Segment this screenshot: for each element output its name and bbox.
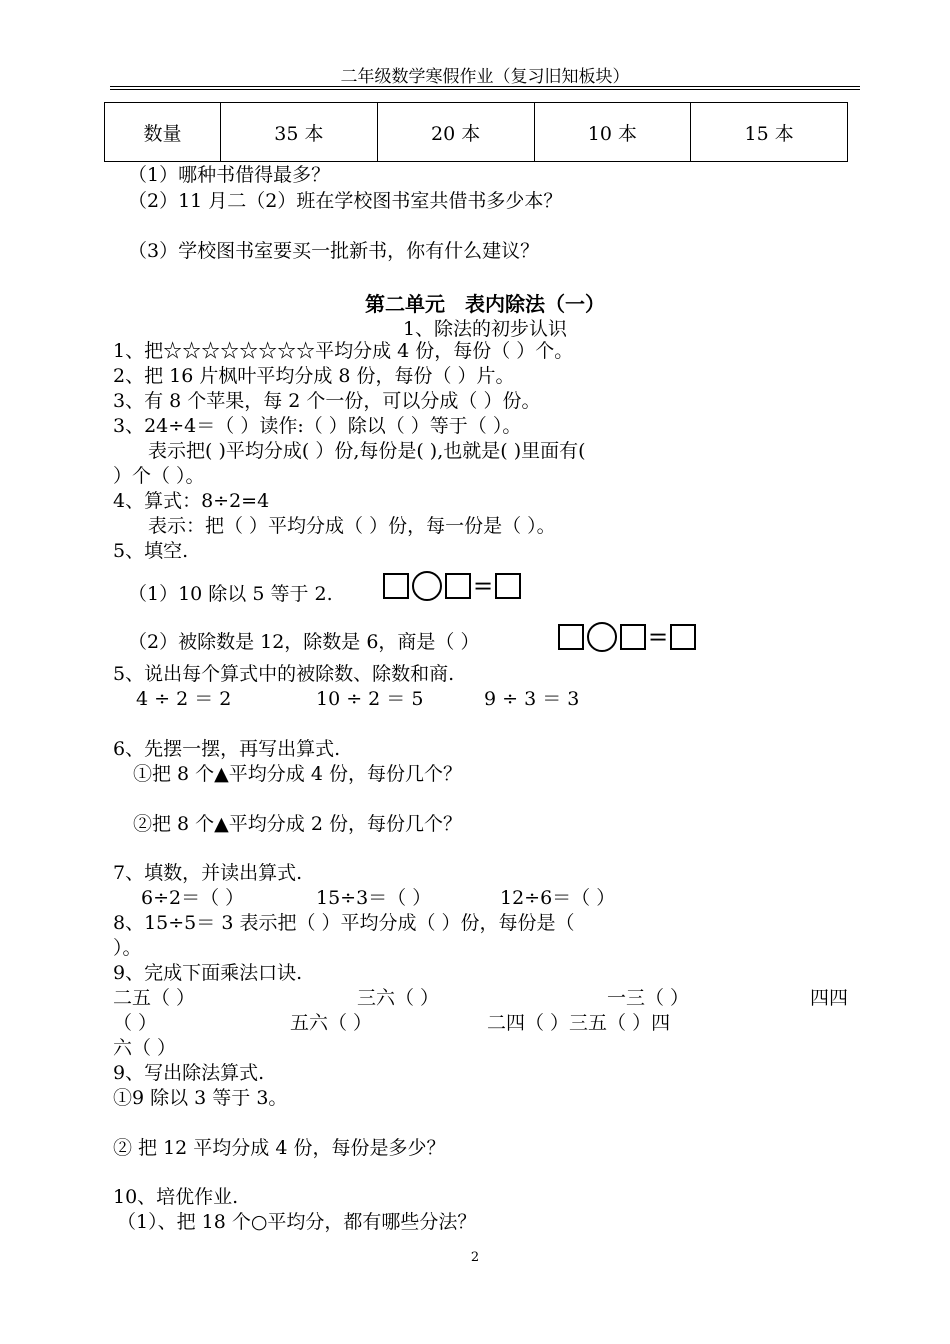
exercise-line: 表示把( )平均分成( ）份,每份是( ),也就是( )里面有( [148,440,586,462]
exercise-line: 2、把 16 片枫叶平均分成 8 份，每份（ ）片。 [113,365,515,387]
exercise-line: 5、填空. [113,540,189,562]
table-cell: 15 本 [691,103,848,162]
question-3: （3）学校图书室要买一批新书，你有什么建议？ [128,240,540,262]
table-cell: 数量 [105,103,221,162]
blank-circle [587,622,617,652]
multiplication-rhyme: 六（ ） [113,1037,177,1059]
equals-sign: = [648,623,669,651]
multiplication-rhyme: 三六（ ） [357,987,440,1009]
multiplication-rhyme: 四四 [810,987,849,1009]
exercise-line: 1、把☆☆☆☆☆☆☆☆平均分成 4 份，每份（ ）个。 [113,340,574,362]
multiplication-rhyme: （ ） [113,1012,158,1034]
blank-square [445,573,471,599]
exercise-line: ② 把 12 平均分成 4 份，每份是多少？ [113,1137,446,1159]
blank-square [620,624,646,650]
exercise-line: 3、有 8 个苹果，每 2 个一份，可以分成（ ）份。 [113,390,541,412]
expression: 12÷6＝（ ） [500,887,616,909]
exercise-line: （1）、把 18 个○平均分，都有哪些分法？ [117,1211,477,1233]
section-title: 1、除法的初步认识 [402,318,568,340]
exercise-line: ）个（ ）。 [113,465,205,487]
exercise-line: ①9 除以 3 等于 3。 [113,1087,288,1109]
exercise-line: （1）10 除以 5 等于 2. [128,583,333,605]
exercise-line: （2）被除数是 12，除数是 6，商是（ ） [128,631,480,653]
exercise-line: 6、先摆一摆，再写出算式. [113,738,341,760]
exercise-line: 7、填数，并读出算式. [113,862,303,884]
multiplication-rhyme: 一三（ ） [607,987,690,1009]
multiplication-rhyme: 二四（ ）三五（ ）四 [487,1012,671,1034]
exercise-line: 9、写出除法算式. [113,1062,265,1084]
table-cell: 20 本 [377,103,534,162]
equals-sign: = [473,572,494,600]
expression: 15÷3＝（ ） [316,887,432,909]
header-divider [110,86,860,90]
question-1: （1）哪种书借得最多？ [128,164,331,186]
expression: 10 ÷ 2 ＝ 5 [316,688,424,710]
expression: 6÷2＝（ ） [141,887,245,909]
blank-square [558,624,584,650]
table-cell: 35 本 [221,103,378,162]
exercise-line: 3、24÷4＝（ ）读作:（ ）除以（ ）等于（ ）。 [113,415,522,437]
exercise-line: ①把 8 个▲平均分成 4 份，每份几个？ [133,763,462,785]
expression: 4 ÷ 2 ＝ 2 [136,688,232,710]
blank-square [383,573,409,599]
table-cell: 10 本 [534,103,691,162]
exercise-line: ②把 8 个▲平均分成 2 份，每份几个？ [133,813,462,835]
question-2: （2）11 月二（2）班在学校图书室共借书多少本？ [128,190,563,212]
expression: 9 ÷ 3 ＝ 3 [484,688,580,710]
exercise-line: 4、算式：8÷2=4 [113,490,270,512]
multiplication-rhyme: 二五（ ） [113,987,196,1009]
blank-square [670,624,696,650]
table-row [105,103,848,162]
exercise-line: 表示：把（ ）平均分成（ ）份，每一份是（ ）。 [148,515,556,537]
multiplication-rhyme: 五六（ ） [290,1012,373,1034]
exercise-line: 10、培优作业. [113,1186,239,1208]
equation-template-2 [558,622,696,652]
blank-square [495,573,521,599]
exercise-line: 8、15÷5＝ 3 表示把（ ）平均分成（ ）份，每份是（ [113,912,575,934]
exercise-line: ）。 [113,937,142,959]
blank-circle [412,571,442,601]
equation-template-1 [383,571,521,601]
book-count-table [104,102,848,162]
exercise-line: 5、说出每个算式中的被除数、除数和商. [113,663,455,685]
unit-title: 第二单元 表内除法（一） [365,292,605,316]
exercise-line: 9、完成下面乘法口诀. [113,962,303,984]
page-number: 2 [470,1250,480,1265]
page-header: 二年级数学寒假作业（复习旧知板块） [340,67,630,87]
